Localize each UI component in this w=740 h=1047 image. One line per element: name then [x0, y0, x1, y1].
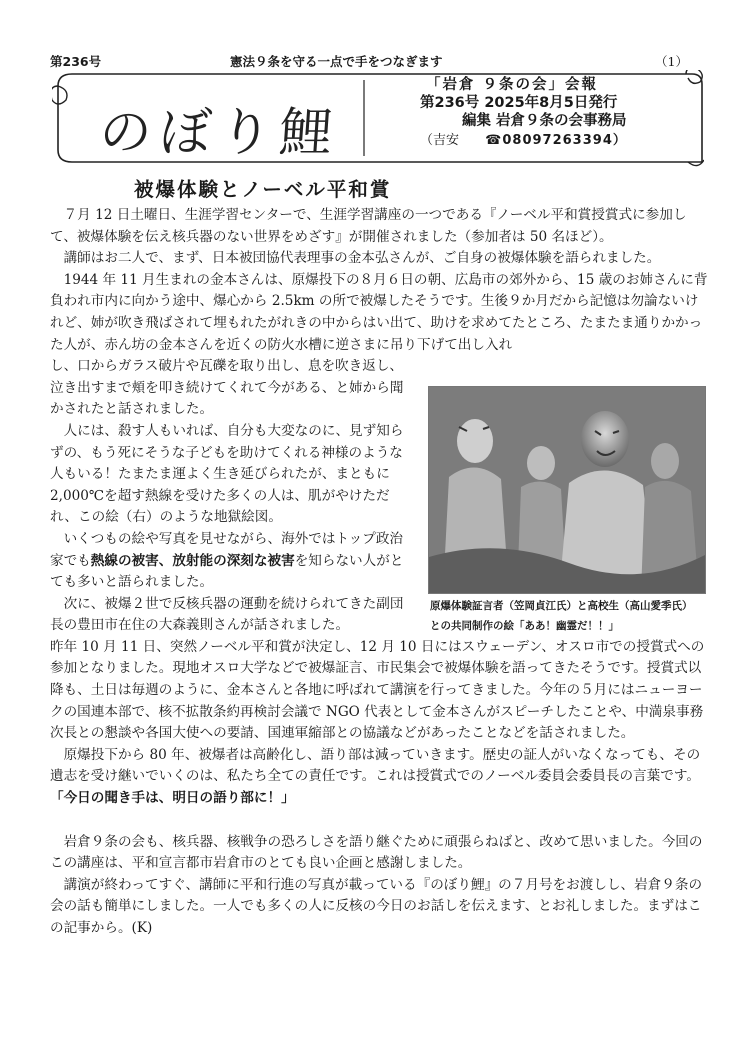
spacer	[50, 810, 710, 832]
motto: 憲法９条を守る一点で手をつなぎます	[230, 54, 443, 69]
phone-number-group	[485, 133, 627, 148]
paragraph	[50, 529, 404, 594]
contact-line	[420, 132, 627, 150]
emphasis-text: 熱線の被害、放射能の深刻な被害	[90, 552, 295, 569]
text-span: 原爆投下から 80 年、被爆者は高齢化し、語り部は減っていきます。歴史の証人がいなくなっても、その遺志を受け継いでいくのは、私たち全ての責任です。これは授賞式でのノーベル委員会委員長の言葉です。	[50, 746, 701, 785]
text-span: を知らない人がとても多いと語られました。	[50, 552, 404, 591]
organization-name: 「岩倉 ９条の会」会報	[426, 77, 599, 93]
page-number: （1）	[655, 54, 688, 69]
newsletter-title: のぼり鯉	[97, 103, 342, 163]
publication-info	[420, 76, 627, 150]
paragraph: 岩倉９条の会も、核兵器、核戦争の恐ろしさを語り継ぐために頑張らねばと、改めて思いました。今回のこの講座は、平和宣言都市岩倉市のとても良い企画と感謝しました。	[50, 833, 703, 872]
paragraph: ７月 12 日土曜日、生涯学習センターで、生涯学習講座の一つである『ノーベル平和賞授賞式に参加して、被爆体験を伝え核兵器のない世界をめざす』が開催されました（参加者は 50 名ほど）。	[50, 207, 687, 245]
figure-caption: 原爆体験証言者（笠岡貞江氏）と高校生（高山愛季氏）との共同制作の絵「ああ！幽霊だ！！」	[430, 600, 693, 632]
contact-name: （吉安	[420, 133, 460, 148]
paragraph: 昨年 10 月 11 日、突然ノーベル平和賞が決定し、12 月 10 日にはスウェーデン、オスロ市での授賞式への参加となりました。現地オスロ大学などで被爆証言、市民集会で被爆体験を語ってきたそうです。授賞式以降も、土日は毎週のように、金本さんと各地に呼ばれて講演を行ってきました。今年の５月にはニューヨークの国連本部で、核不拡散条約再検討会議で NGO 代表として金本さんがスピーチしたことや、中満泉事務次長との懇談や各国大使への要請、国連軍縮部との協議などがあったことなどを話されました。	[50, 638, 705, 742]
paragraph: 1944 年 11 月生まれの金本さんは、原爆投下の８月６日の朝、広島市の郊外から、15 歳のお姉さんに背負われ市内に向かう途中、爆心から 2.5km の所で被爆したそうです。生後９か月だから記憶は勿論ないけれど、姉が吹き飛ばされて埋もれたがれきの中からはい出て、助けを求めてたところ、たまたま通りかかった人が、赤ん坊の金本さんを近くの防火水槽に逆さまに吊り下げて出し入れ	[50, 271, 708, 353]
article-headline: 被爆体験とノーベル平和賞	[134, 178, 392, 201]
text-span: いくつもの絵や写真を見せながら、海外ではトップ政治家でも	[50, 530, 404, 569]
phone-icon: ☎	[485, 133, 503, 148]
paragraph: 講演が終わってすぐ、講師に平和行進の写真が載っている『のぼり鯉』の７月号をお渡しし、岩倉９条の会の話も簡単にしました。一人でも多くの人に反核の今日のお話しを伝えます、とお礼しました。まずはこの記事から。(K)	[50, 876, 703, 936]
quote-emphasis: 「今日の聞き手は、明日の語り部に！」	[50, 790, 295, 807]
paragraph: し、口からガラス破片や瓦礫を取り出し、息を吹き返し、泣き出すまで頬を叩き続けてくれて今がある、と姉から聞かされたと話されました。	[50, 358, 404, 418]
top-header-line	[40, 52, 700, 68]
paragraph	[50, 745, 710, 810]
phone-number: 08097263394）	[502, 133, 627, 148]
masthead-banner	[52, 70, 704, 170]
editor-line: 編集 岩倉９条の会事務局	[462, 113, 627, 129]
paragraph: 次に、被爆２世で反核兵器の運動を続けられてきた副団長の豊田市在住の大森義則さんが話されました。	[50, 595, 404, 634]
article-body	[50, 205, 710, 940]
issue-date: 第236号 2025年8月5日発行	[420, 95, 618, 111]
paragraph: 講師はお二人で、まず、日本被団協代表理事の金本弘さんが、ご自身の被爆体験を語られました。	[63, 250, 661, 267]
issue-number-small: 第236号	[50, 54, 102, 69]
paragraph: 人には、殺す人もいれば、自分も大変なのに、見ず知らずの、もう死にそうな子どもを助けてくれる神様のような人もいる！たまたま運よく生き延びられたが、まともに 2,000℃を超す熱線を受けた多くの人は、肌がやけただれ、この絵（右）のような地獄絵図。	[50, 422, 404, 526]
